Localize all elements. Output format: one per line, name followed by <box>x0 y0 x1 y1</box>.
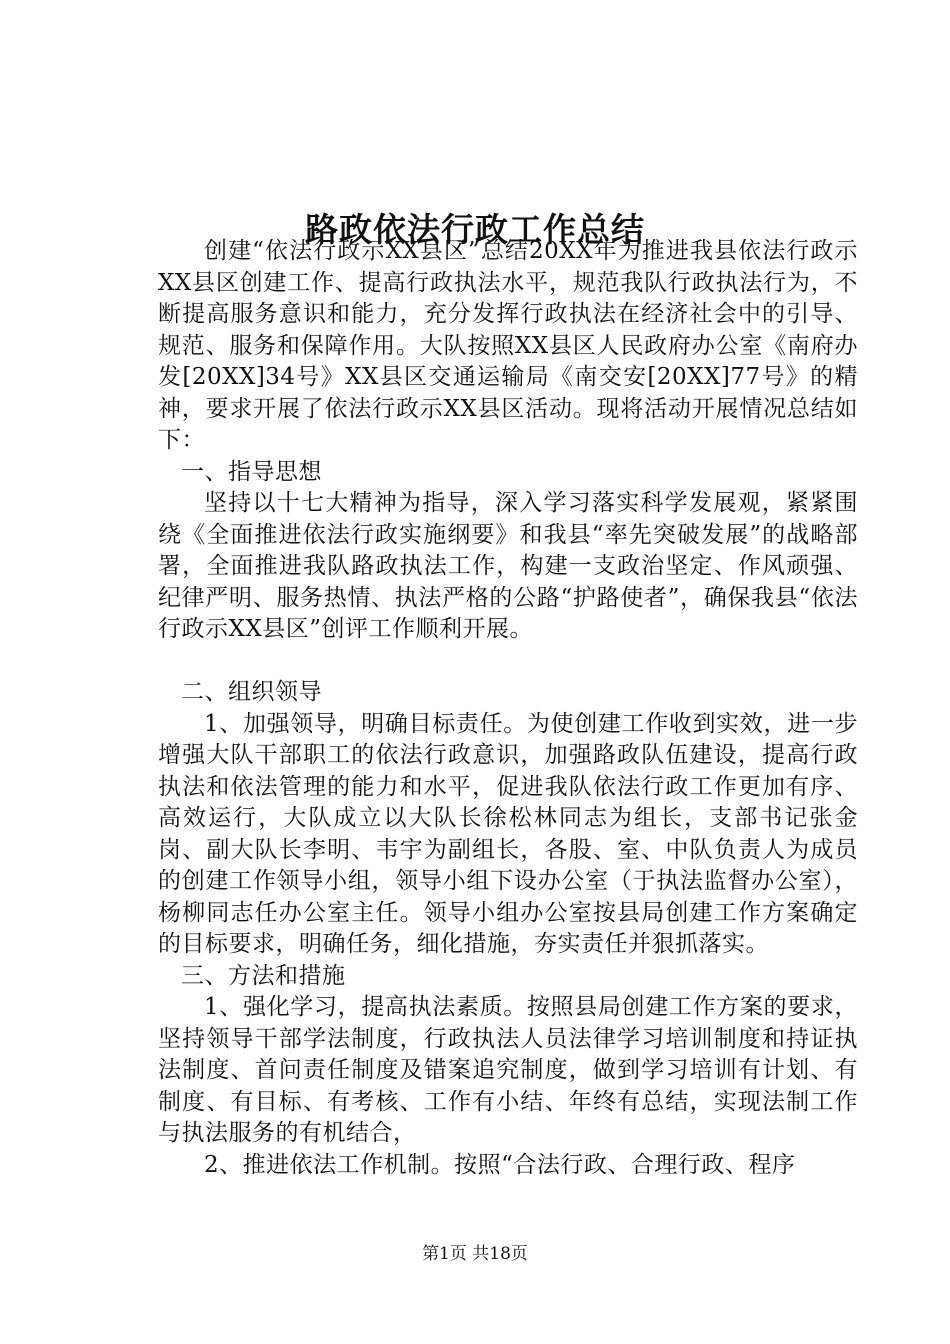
methods-paragraph-1: 1、强化学习，提高执法素质。按照县局创建工作方案的要求，坚持领导干部学法制度，行政执法人员法律学习培训制度和持证执法制度、首问责任制度及错案追究制度，做到学习培训有计划、有制度、有目标、有考核、工作有小结、年终有总结，实现法制工作与执法服务的有机结合， <box>158 994 858 1146</box>
section-heading-methods: 三、方法和措施 <box>181 962 346 989</box>
section-heading-organization: 二、组织领导 <box>181 679 322 705</box>
section-heading-guiding-thought: 一、指导思想 <box>181 458 322 485</box>
document-body <box>158 236 858 1181</box>
page-number-footer: 第1页 共18页 <box>422 1244 528 1264</box>
paragraph-spacer <box>158 646 858 678</box>
organization-paragraph: 1、加强领导，明确目标责任。为使创建工作收到实效，进一步增强大队干部职工的依法行政意识，加强路政队伍建设，提高行政执法和依法管理的能力和水平，促进我队依法行政工作更加有序、高效运行，大队成立以大队长徐松林同志为组长，支部书记张金岗、副大队长李明、韦宇为副组长，各股、室、中队负责人为成员的创建工作领导小组，领导小组下设办公室（于执法监督办公室），杨柳同志任办公室主任。领导小组办公室按县局创建工作方案确定的目标要求，明确任务，细化措施，夯实责任并狠抓落实。 <box>158 710 858 957</box>
intro-paragraph: 创建“依法行政示XX县区”总结20XX年为推进我县依法行政示XX县区创建工作、提高行政执法水平，规范我队行政执法行为，不断提高服务意识和能力，充分发挥行政执法在经济社会中的引导、规范、服务和保障作用。大队按照XX县区人民政府办公室《南府办发[20XX]34号》XX县区交通运输局《南交安[20XX]77号》的精神，要求开展了依法行政示XX县区活动。现将活动开展情况总结如下： <box>158 238 858 453</box>
guiding-thought-paragraph: 坚持以十七大精神为指导，深入学习落实科学发展观，紧紧围绕《全面推进依法行政实施纲要》和我县“率先突破发展”的战略部署，全面推进我队路政执法工作，构建一支政治坚定、作风顽强、纪律严明、服务热情、执法严格的公路“护路使者”，确保我县“依法行政示XX县区”创评工作顺利开展。 <box>158 490 858 642</box>
methods-paragraph-2: 2、推进依法工作机制。按照“合法行政、合理行政、程序 <box>204 1151 796 1178</box>
document-title: 路政依法行政工作总结 <box>305 210 645 250</box>
